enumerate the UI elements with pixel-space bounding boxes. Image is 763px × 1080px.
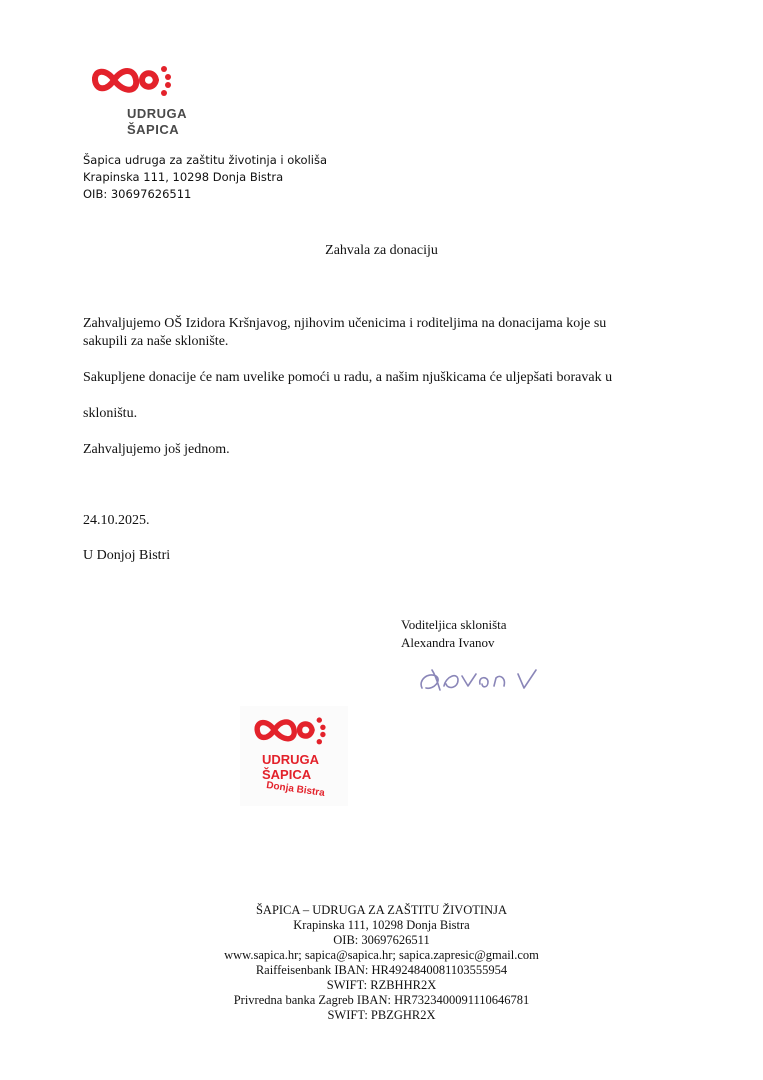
header-logo xyxy=(92,60,202,140)
signatory-name: Alexandra Ivanov xyxy=(401,635,495,650)
footer-swift-1: SWIFT: RZBHHR2X xyxy=(326,978,437,992)
organization-stamp xyxy=(240,706,348,806)
logo-line-1: UDRUGA xyxy=(127,106,188,121)
footer-contacts: www.sapica.hr; sapica@sapica.hr; sapica.zapresic@gmail.com xyxy=(224,948,539,962)
paragraph-1-line-2: sakupili za naše sklonište. xyxy=(83,334,229,349)
signatory-role: Voditeljica skloništa xyxy=(401,617,507,632)
logo-line-2: ŠAPICA xyxy=(127,122,180,137)
footer-swift-2: SWIFT: PBZGHR2X xyxy=(327,1008,436,1022)
footer-oib: OIB: 30697626511 xyxy=(333,933,430,947)
letter-date: 24.10.2025. xyxy=(83,513,150,528)
footer-bank-2: Privredna banka Zagreb IBAN: HR7323400091110646781 xyxy=(233,993,530,1007)
stamp-line-2: ŠAPICA xyxy=(262,767,312,782)
footer-org: ŠAPICA – UDRUGA ZA ZAŠTITU ŽIVOTINJA xyxy=(255,903,508,917)
sender-name: Šapica udruga za zaštitu životinja i okoliša xyxy=(83,153,328,167)
footer xyxy=(0,903,763,1023)
paw-infinity-stamp-icon xyxy=(252,712,338,748)
handwritten-signature-icon xyxy=(414,662,554,696)
signatory-block xyxy=(401,616,507,652)
paw-infinity-logo-icon xyxy=(92,60,182,100)
paragraph-1 xyxy=(83,315,683,351)
letter-place: U Donjoj Bistri xyxy=(83,548,171,563)
paragraph-3: Zahvaljujemo još jednom. xyxy=(83,442,230,457)
sender-oib: OIB: 30697626511 xyxy=(83,187,192,201)
sender-block xyxy=(83,152,327,203)
paragraph-1-line-1: Zahvaljujemo OŠ Izidora Kršnjavog, njihovim učenicima i roditeljima na donacijama koje su xyxy=(83,316,607,331)
sender-address: Krapinska 111, 10298 Donja Bistra xyxy=(83,170,284,184)
paragraph-2-line-2: skloništu. xyxy=(83,406,138,421)
stamp-line-3: Donja Bistra xyxy=(265,779,326,800)
footer-address: Krapinska 111, 10298 Donja Bistra xyxy=(293,918,470,932)
paragraph-2-line-1: Sakupljene donacije će nam uvelike pomoći u radu, a našim njuškicama će uljepšati boravak u xyxy=(83,370,613,385)
footer-bank-1: Raiffeisenbank IBAN: HR4924840081103555954 xyxy=(255,963,508,977)
stamp-line-1: UDRUGA xyxy=(262,752,320,767)
letter-title: Zahvala za donaciju xyxy=(325,243,438,258)
